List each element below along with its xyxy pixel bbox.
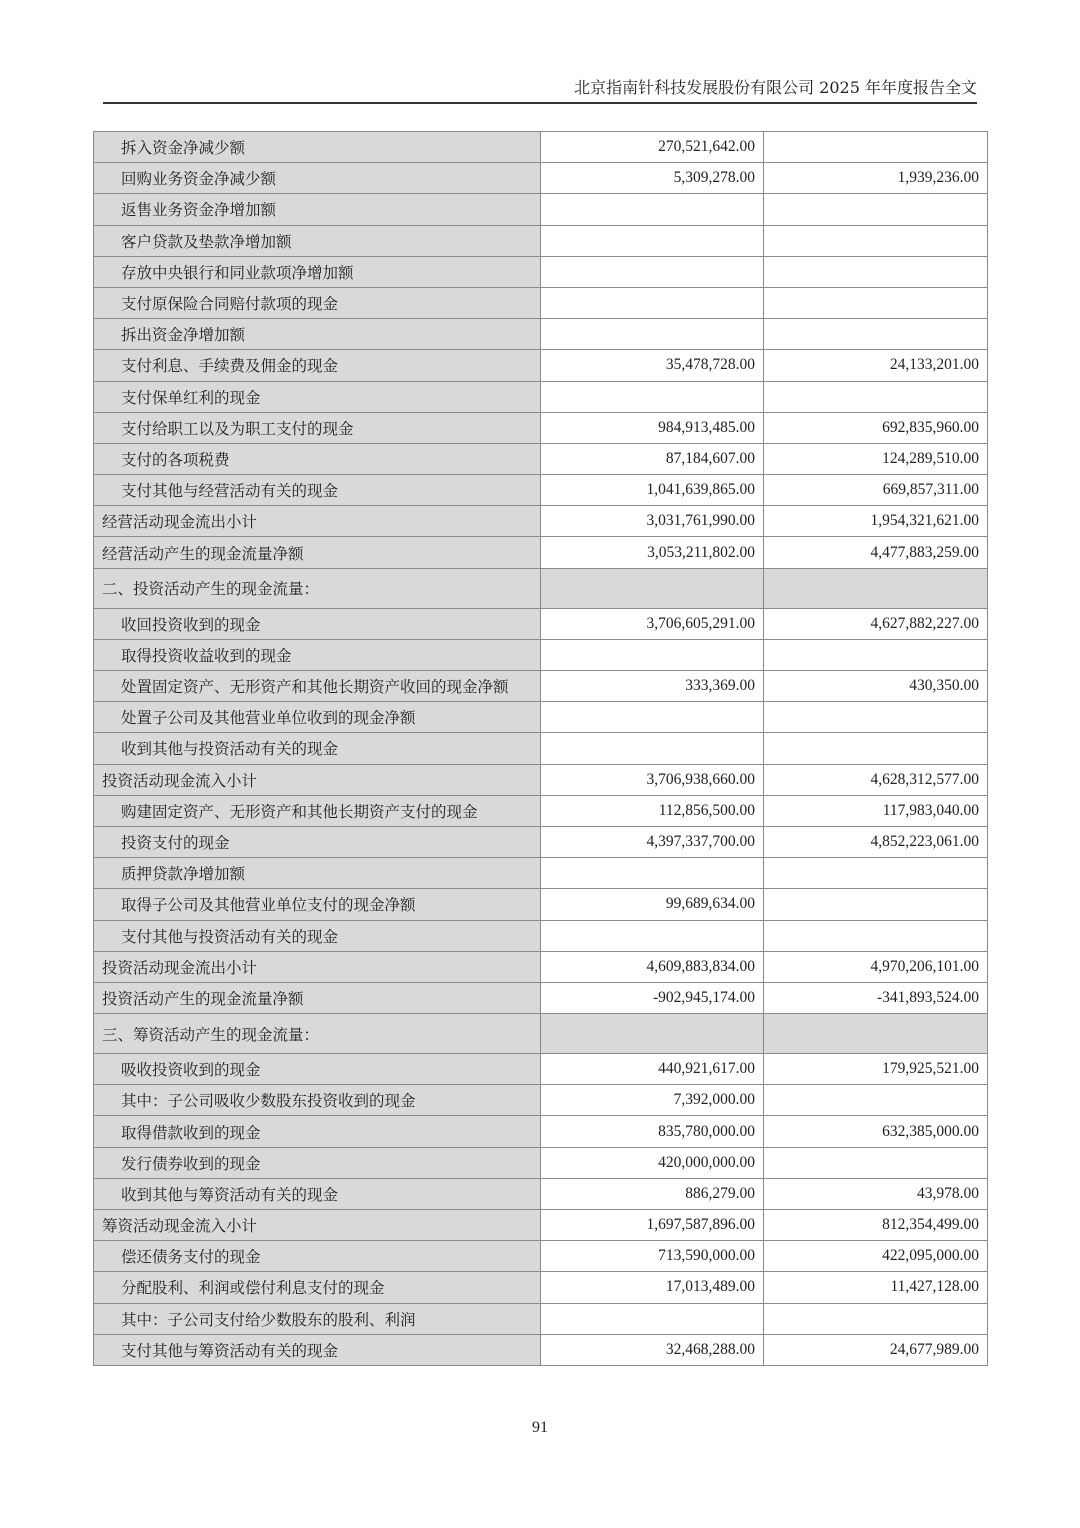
prior-period-amount: 430,350.00 [764,671,988,702]
row-label: 支付的各项税费 [94,443,541,474]
table-row [94,858,988,889]
table-row [94,412,988,443]
table-row [94,1178,988,1209]
current-period-amount [541,287,764,318]
table-row [94,608,988,639]
table-row [94,1147,988,1178]
section-title: 三、筹资活动产生的现金流量： [94,1014,541,1054]
section-header-row [94,568,988,608]
current-period-amount: -902,945,174.00 [541,982,764,1013]
table-row [94,1054,988,1085]
row-label: 质押贷款净增加额 [94,858,541,889]
prior-period-amount [764,702,988,733]
table-row [94,506,988,537]
table-row [94,381,988,412]
current-period-amount: 713,590,000.00 [541,1241,764,1272]
current-period-amount: 1,697,587,896.00 [541,1210,764,1241]
row-label: 取得子公司及其他营业单位支付的现金净额 [94,889,541,920]
prior-period-amount: 24,133,201.00 [764,350,988,381]
table-row [94,163,988,194]
current-period-amount: 440,921,617.00 [541,1054,764,1085]
current-period-amount: 35,478,728.00 [541,350,764,381]
prior-period-amount [764,920,988,951]
table-row [94,537,988,568]
current-period-amount: 420,000,000.00 [541,1147,764,1178]
row-label: 投资活动现金流入小计 [94,764,541,795]
prior-period-amount: 4,852,223,061.00 [764,826,988,857]
current-period-amount: 3,053,211,802.00 [541,537,764,568]
row-label: 处置固定资产、无形资产和其他长期资产收回的现金净额 [94,671,541,702]
prior-period-amount: 4,628,312,577.00 [764,764,988,795]
prior-period-amount: 422,095,000.00 [764,1241,988,1272]
current-period-amount: 99,689,634.00 [541,889,764,920]
table-row [94,475,988,506]
prior-period-amount: 11,427,128.00 [764,1272,988,1303]
current-period-amount: 3,031,761,990.00 [541,506,764,537]
current-period-amount [541,381,764,412]
current-period-amount [541,920,764,951]
prior-period-amount [764,639,988,670]
table-row [94,256,988,287]
current-period-amount [541,1014,764,1054]
row-label: 支付其他与投资活动有关的现金 [94,920,541,951]
current-period-amount: 3,706,605,291.00 [541,608,764,639]
table-row [94,1210,988,1241]
page-number: 91 [532,1419,548,1436]
table-row [94,287,988,318]
table-row [94,225,988,256]
section-title: 二、投资活动产生的现金流量： [94,568,541,608]
prior-period-amount: 179,925,521.00 [764,1054,988,1085]
prior-period-amount: 117,983,040.00 [764,795,988,826]
row-label: 拆入资金净减少额 [94,132,541,163]
table-row [94,1241,988,1272]
prior-period-amount [764,1303,988,1334]
current-period-amount [541,639,764,670]
current-period-amount [541,733,764,764]
prior-period-amount [764,1014,988,1054]
table-row [94,319,988,350]
table-row [94,826,988,857]
prior-period-amount: 24,677,989.00 [764,1334,988,1365]
table-row [94,194,988,225]
current-period-amount [541,319,764,350]
row-label: 支付利息、手续费及佣金的现金 [94,350,541,381]
table-row [94,639,988,670]
row-label: 拆出资金净增加额 [94,319,541,350]
table-row [94,350,988,381]
prior-period-amount [764,194,988,225]
prior-period-amount [764,225,988,256]
prior-period-amount: 669,857,311.00 [764,475,988,506]
prior-period-amount [764,1085,988,1116]
table-row [94,951,988,982]
prior-period-amount: 692,835,960.00 [764,412,988,443]
prior-period-amount [764,287,988,318]
prior-period-amount [764,858,988,889]
current-period-amount [541,256,764,287]
prior-period-amount: 4,970,206,101.00 [764,951,988,982]
table-row [94,764,988,795]
current-period-amount: 17,013,489.00 [541,1272,764,1303]
current-period-amount [541,702,764,733]
current-period-amount: 984,913,485.00 [541,412,764,443]
prior-period-amount [764,733,988,764]
row-label: 支付其他与经营活动有关的现金 [94,475,541,506]
prior-period-amount [764,132,988,163]
prior-period-amount: 812,354,499.00 [764,1210,988,1241]
current-period-amount: 835,780,000.00 [541,1116,764,1147]
current-period-amount: 3,706,938,660.00 [541,764,764,795]
row-label: 收到其他与筹资活动有关的现金 [94,1178,541,1209]
current-period-amount: 333,369.00 [541,671,764,702]
row-label: 收回投资收到的现金 [94,608,541,639]
row-label: 吸收投资收到的现金 [94,1054,541,1085]
row-label: 投资支付的现金 [94,826,541,857]
table-row [94,1272,988,1303]
header-divider [103,102,977,104]
current-period-amount: 4,609,883,834.00 [541,951,764,982]
prior-period-amount [764,381,988,412]
current-period-amount: 7,392,000.00 [541,1085,764,1116]
prior-period-amount [764,889,988,920]
current-period-amount: 112,856,500.00 [541,795,764,826]
table-row [94,920,988,951]
row-label: 收到其他与投资活动有关的现金 [94,733,541,764]
current-period-amount [541,194,764,225]
row-label: 取得投资收益收到的现金 [94,639,541,670]
prior-period-amount [764,568,988,608]
prior-period-amount [764,319,988,350]
row-label: 投资活动现金流出小计 [94,951,541,982]
row-label: 存放中央银行和同业款项净增加额 [94,256,541,287]
section-header-row [94,1014,988,1054]
current-period-amount: 1,041,639,865.00 [541,475,764,506]
prior-period-amount: 632,385,000.00 [764,1116,988,1147]
table-row [94,795,988,826]
prior-period-amount [764,1147,988,1178]
row-label: 投资活动产生的现金流量净额 [94,982,541,1013]
prior-period-amount: 4,477,883,259.00 [764,537,988,568]
table-row [94,1334,988,1365]
report-header-title: 北京指南针科技发展股份有限公司 2025 年年度报告全文 [574,78,977,97]
row-label: 返售业务资金净增加额 [94,194,541,225]
table-row [94,1085,988,1116]
prior-period-amount: 43,978.00 [764,1178,988,1209]
row-label: 支付原保险合同赔付款项的现金 [94,287,541,318]
current-period-amount [541,568,764,608]
current-period-amount [541,1303,764,1334]
current-period-amount [541,858,764,889]
row-label: 分配股利、利润或偿付利息支付的现金 [94,1272,541,1303]
prior-period-amount [764,256,988,287]
table-row [94,671,988,702]
table-row [94,1303,988,1334]
cash-flow-table [93,131,988,1366]
table-row [94,982,988,1013]
table-row [94,132,988,163]
row-label: 支付其他与筹资活动有关的现金 [94,1334,541,1365]
current-period-amount: 32,468,288.00 [541,1334,764,1365]
row-label: 处置子公司及其他营业单位收到的现金净额 [94,702,541,733]
row-label: 回购业务资金净减少额 [94,163,541,194]
row-label: 筹资活动现金流入小计 [94,1210,541,1241]
row-label: 客户贷款及垫款净增加额 [94,225,541,256]
current-period-amount: 886,279.00 [541,1178,764,1209]
row-label: 其中：子公司支付给少数股东的股利、利润 [94,1303,541,1334]
row-label: 支付保单红利的现金 [94,381,541,412]
table-row [94,443,988,474]
current-period-amount: 5,309,278.00 [541,163,764,194]
table-row [94,733,988,764]
row-label: 取得借款收到的现金 [94,1116,541,1147]
current-period-amount: 4,397,337,700.00 [541,826,764,857]
table-row [94,889,988,920]
prior-period-amount: -341,893,524.00 [764,982,988,1013]
current-period-amount [541,225,764,256]
current-period-amount: 87,184,607.00 [541,443,764,474]
prior-period-amount: 124,289,510.00 [764,443,988,474]
row-label: 支付给职工以及为职工支付的现金 [94,412,541,443]
table-row [94,1116,988,1147]
row-label: 发行债券收到的现金 [94,1147,541,1178]
current-period-amount: 270,521,642.00 [541,132,764,163]
row-label: 经营活动产生的现金流量净额 [94,537,541,568]
table-row [94,702,988,733]
prior-period-amount: 1,954,321,621.00 [764,506,988,537]
row-label: 偿还债务支付的现金 [94,1241,541,1272]
prior-period-amount: 4,627,882,227.00 [764,608,988,639]
row-label: 购建固定资产、无形资产和其他长期资产支付的现金 [94,795,541,826]
row-label: 经营活动现金流出小计 [94,506,541,537]
row-label: 其中：子公司吸收少数股东投资收到的现金 [94,1085,541,1116]
prior-period-amount: 1,939,236.00 [764,163,988,194]
